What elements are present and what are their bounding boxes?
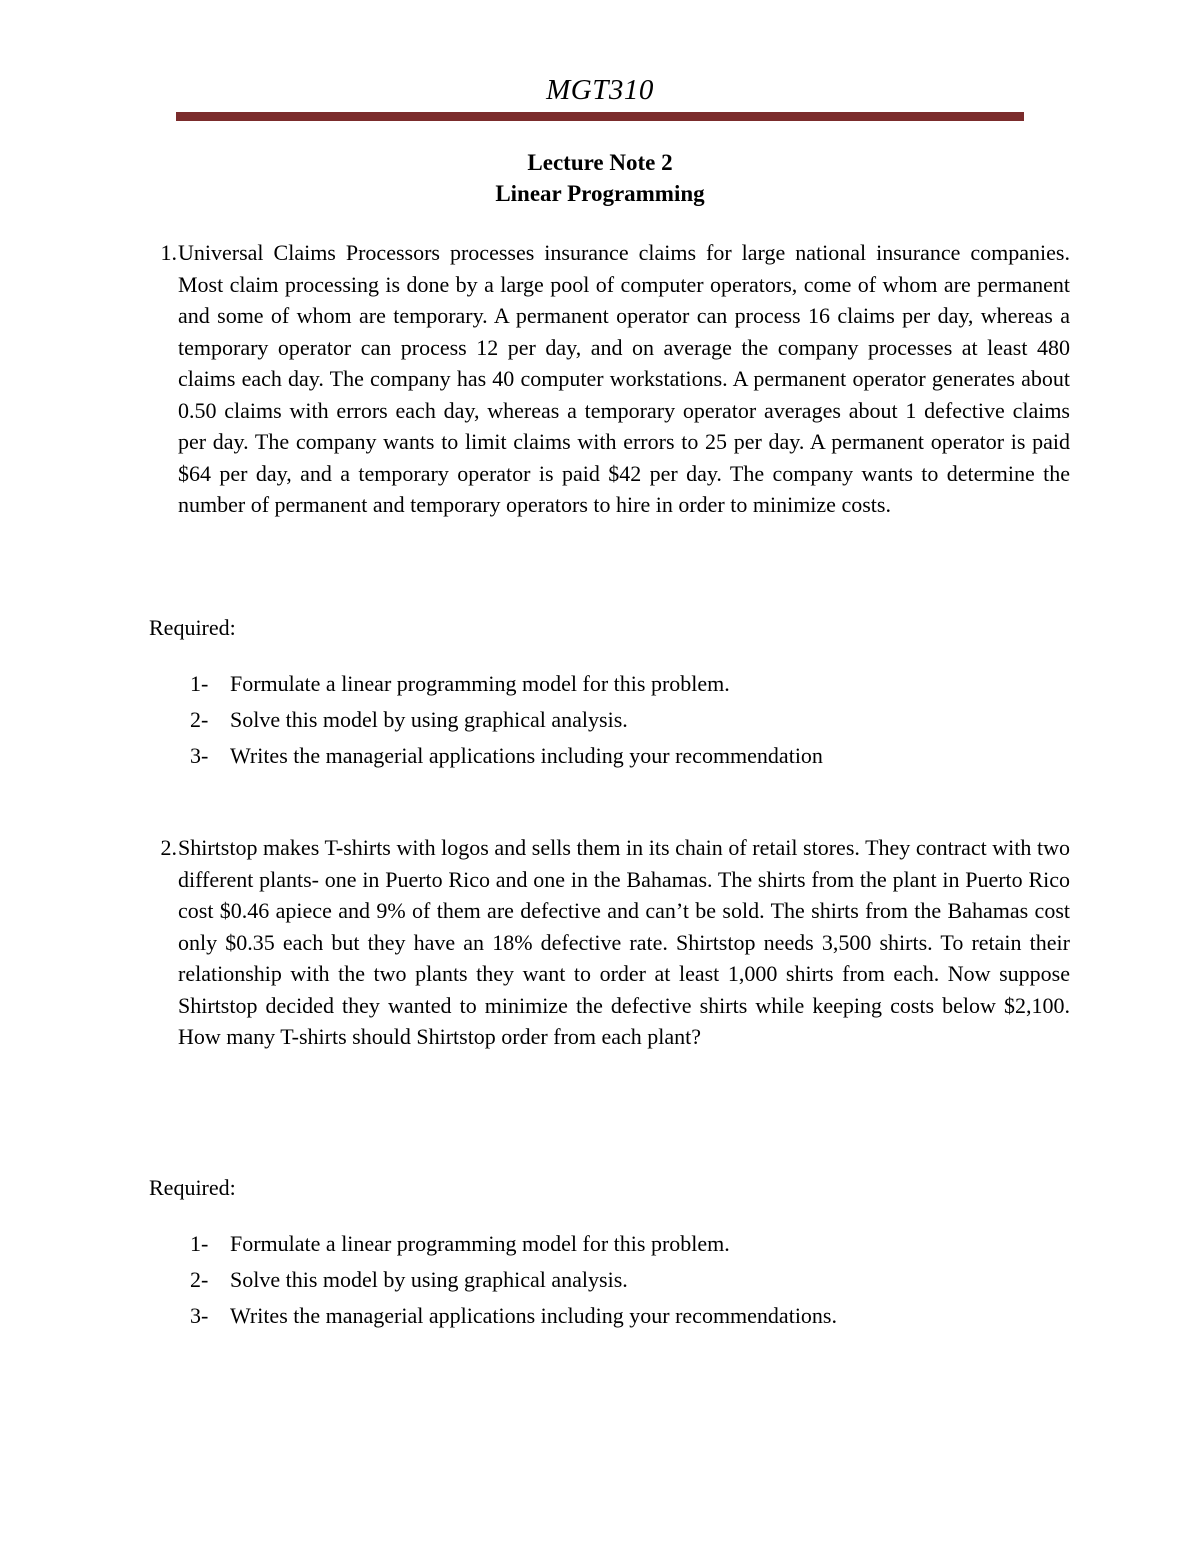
task-number: 3- — [190, 743, 209, 768]
task-item — [190, 666, 1050, 702]
required-label: Required: — [149, 615, 236, 640]
task-number: 2- — [190, 1267, 209, 1292]
task-item — [190, 1298, 1050, 1334]
task-number: 3- — [190, 1303, 209, 1328]
task-number: 1- — [190, 1231, 209, 1256]
required-label: Required: — [149, 1175, 236, 1200]
task-text: Formulate a linear programming model for this problem. — [230, 671, 730, 696]
task-number: 2- — [190, 707, 209, 732]
course-code: MGT310 — [546, 74, 654, 106]
task-text: Solve this model by using graphical analysis. — [230, 707, 628, 732]
problem-number: 1. — [160, 240, 177, 265]
lecture-title: Lecture Note 2 — [527, 150, 673, 175]
problem-1 — [140, 237, 1070, 521]
task-text: Writes the managerial applications including your recommendation — [230, 743, 823, 768]
task-number: 1- — [190, 671, 209, 696]
task-item — [190, 1226, 1050, 1262]
problem-2 — [140, 832, 1070, 1053]
task-item — [190, 1262, 1050, 1298]
task-list — [190, 1226, 1050, 1334]
header-rule — [176, 112, 1024, 121]
lecture-subtitle: Linear Programming — [495, 181, 705, 206]
title-block — [0, 147, 1200, 209]
problem-text: Universal Claims Processors processes insurance claims for large national insurance companies. Most claim processing is done by a large pool of computer operators, come of whom are permanent and some of whom are temporary. A permanent operator can process 16 claims per day, whereas a temporary operator can process 12 per day, and on average the company processes at least 480 claims each day. The company has 40 computer workstations. A permanent operator generates about 0.50 claims with errors each day, whereas a temporary operator averages about 1 defective claims per day. The company wants to limit claims with errors to 25 per day. A permanent operator is paid $64 per day, and a temporary operator is paid $42 per day. The company wants to determine the number of permanent and temporary operators to hire in order to minimize costs. — [178, 240, 1070, 517]
task-list — [190, 666, 1050, 774]
task-text: Solve this model by using graphical analysis. — [230, 1267, 628, 1292]
task-item — [190, 738, 1050, 774]
task-item — [190, 702, 1050, 738]
task-text: Writes the managerial applications including your recommendations. — [230, 1303, 837, 1328]
task-text: Formulate a linear programming model for this problem. — [230, 1231, 730, 1256]
problem-number: 2. — [160, 835, 177, 860]
problem-text: Shirtstop makes T-shirts with logos and sells them in its chain of retail stores. They contract with two different plants- one in Puerto Rico and one in the Bahamas. The shirts from the plant in Puerto Rico cost $0.46 apiece and 9% of them are defective and can’t be sold. The shirts from the Bahamas cost only $0.35 each but they have an 18% defective rate. Shirtstop needs 3,500 shirts. To retain their relationship with the two plants they want to order at least 1,000 shirts from each. Now suppose Shirtstop decided they wanted to minimize the defective shirts while keeping costs below $2,100. How many T-shirts should Shirtstop order from each plant? — [178, 835, 1070, 1049]
